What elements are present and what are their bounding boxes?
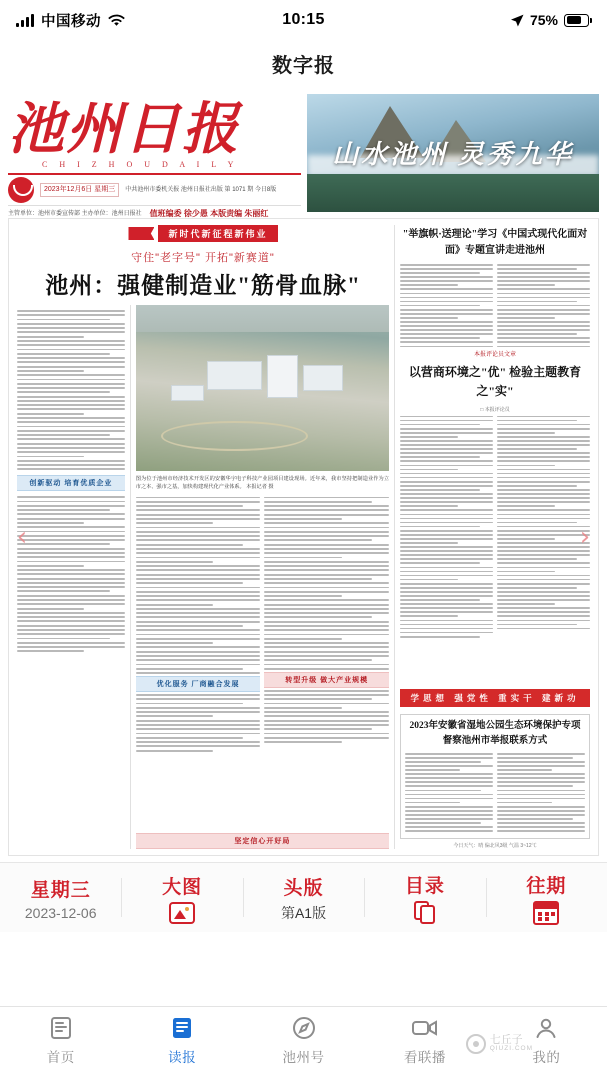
toolbar-front-page[interactable] [243,863,364,932]
bottom-tab-bar[interactable] [0,1006,607,1080]
photo-building [207,361,263,389]
tab-live-label: 看联播 [403,1050,446,1065]
toolbar-weekday-date[interactable] [0,863,121,932]
section-label-2: 优化服务 厂商融合发展 [136,676,261,692]
page-main-column[interactable] [17,225,389,849]
body-text-block [136,692,261,754]
calendar-icon [533,901,559,925]
tab-chizhou-hao[interactable] [243,1015,364,1066]
side-article-headline-1[interactable]: "举旗帜·送理论"学习《中国式现代化面对面》专题宣讲走进池州 [402,229,588,256]
image-icon [169,902,195,924]
page-side-column[interactable] [400,225,590,849]
body-text-block [136,495,261,676]
nav-bar [0,40,607,86]
tab-read[interactable] [121,1015,242,1066]
photo-building [267,355,297,398]
body-text-block [264,688,389,745]
home-news-icon [48,1015,74,1041]
toolbar-front-page-label: 头版 [283,877,324,899]
photo-building [303,365,344,392]
page-divider [394,225,395,849]
section-label-4: 坚定信心开好局 [136,833,389,849]
tab-live[interactable] [364,1015,485,1066]
battery-icon [564,14,589,27]
toolbar-catalog-label: 目录 [404,875,445,897]
chevron-right-icon[interactable]: › [579,522,591,552]
article-headline[interactable]: 池州：强健制造业"筋骨血脉" [45,273,361,298]
flag-icon [128,227,154,240]
paper-logo-icon [8,177,34,203]
body-text-block [400,262,493,349]
masthead-nameplate[interactable] [8,94,301,218]
tab-home[interactable] [0,1015,121,1066]
masthead-banner-image[interactable] [307,94,599,212]
body-text-block [497,751,585,834]
paper-name: 池州日报 [8,99,240,161]
masthead-divider [8,173,301,175]
photo-sky [136,305,389,332]
masthead-issue: 中共池州市委机关报 池州日报社出版 第 1071 期 今日8版 [125,186,277,193]
body-text-block [497,262,590,349]
body-text-block [17,494,125,654]
page-footer-line [400,839,590,849]
ribbon-label: 新时代新征程新伟业 [158,225,277,242]
body-text-block [17,308,125,472]
photo-road [161,421,308,451]
page-weather: 今日天气：晴 偏北风3级 气温 3~12℃ [453,843,537,849]
masthead-date: 2023年12月6日 星期三 [40,183,119,196]
tab-home-label: 首页 [46,1050,75,1065]
article-kicker: 守住"老字号" 开拓"新赛道" [131,252,275,264]
toolbar-archive-label: 往期 [526,875,567,897]
compass-icon [291,1015,317,1041]
page-ribbon [17,225,389,242]
video-camera-icon [410,1015,440,1041]
side-byline: □ 本报评论员 [480,406,510,413]
toolbar-big-image[interactable] [121,863,242,932]
article-photo[interactable] [136,305,389,471]
paper-pinyin: C H I Z H O U D A I L Y [42,160,239,169]
page-title: 数字报 [272,54,335,77]
toolbar-page-number-label: 第A1版 [280,904,327,921]
body-text-block [405,751,493,834]
newspaper-icon [169,1015,195,1041]
masthead-publisher: 主管单位：池州市委宣传部 主办单位：池州日报社 [8,211,142,217]
toolbar-weekday-label: 星期三 [30,879,91,901]
body-text-block [400,414,493,640]
chevron-left-icon[interactable]: ‹ [16,522,28,552]
tab-read-label: 读报 [168,1050,197,1065]
newspaper-page-viewer[interactable] [8,218,599,856]
photo-building [171,385,204,402]
banner-slogan: 山水池州 灵秀九华 [332,140,574,170]
tab-mine-label: 我的 [532,1050,561,1065]
section-label-1: 创新驱动 培育优质企业 [17,475,125,491]
watermark-title: 七丘子 [489,1033,523,1046]
side-article-headline-2[interactable]: 以营商环境之"优" 检验主题教育之"实" [408,365,582,399]
user-icon [533,1015,559,1041]
photo-caption: 图为位于池州市经济技术开发区的安徽华宇电子科技产业园项目建设现场。近年来，我市坚持把制造业作为立市之本、强市之基，加快构建现代化产业体系。 本报记者 摄 [135,476,389,490]
masthead-section[interactable] [0,86,607,218]
side-article-kicker-2: 本报评论员文章 [473,352,516,359]
foreground-hills [307,174,599,212]
masthead-editor: 值班编委 徐少愚 本版责编 朱丽红 [149,209,269,218]
newspaper-page-a1[interactable] [9,219,598,855]
copy-pages-icon [414,901,436,925]
status-bar [0,0,607,40]
toolbar-catalog[interactable] [364,863,485,932]
column-divider [130,305,131,849]
clock: 10:15 [282,11,325,28]
toolbar-date-label: 2023-12-06 [24,904,97,921]
reader-toolbar[interactable] [0,862,607,932]
carrier-label: 中国移动 [41,13,101,30]
article-column-1 [17,305,125,849]
battery-percent-label: 75% [529,12,558,28]
side-red-banner: 学思想 强党性 重实干 建新功 [400,689,590,707]
tab-mine[interactable] [486,1015,607,1066]
article-column-2 [136,305,389,849]
watermark-sub: QIUZI.COM [489,1045,533,1053]
tab-chizhou-hao-label: 池州号 [282,1050,325,1065]
toolbar-archive[interactable] [486,863,607,932]
side-boxed-notice[interactable] [400,714,590,839]
side-boxed-title: 2023年安徽省湿地公园生态环境保护专项督察池州市举报联系方式 [409,721,581,746]
body-text-block [264,495,389,672]
section-label-3: 转型升级 做大产业规模 [264,672,389,688]
toolbar-big-image-label: 大图 [162,876,203,898]
